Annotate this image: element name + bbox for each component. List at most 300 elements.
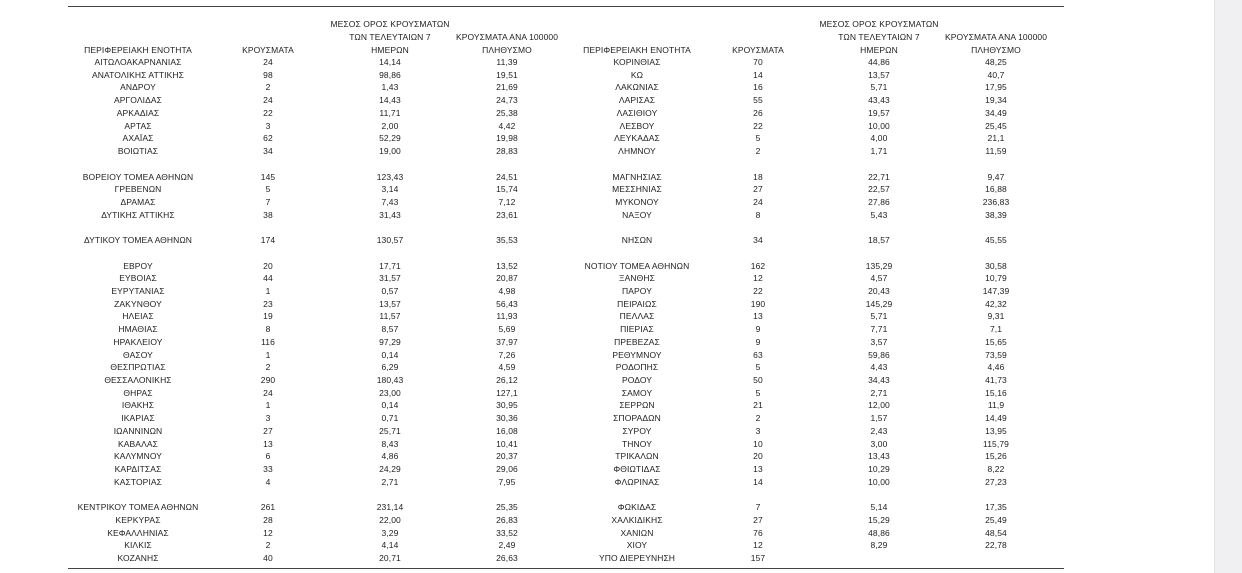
right-avg-cell: 10,29	[868, 464, 890, 474]
left-region-cell: ΕΥΒΟΙΑΣ	[119, 273, 157, 284]
left-region-cell: ΚΑΛΥΜΝΟΥ	[113, 451, 163, 462]
right-per100k-cell: 236,83	[982, 196, 1010, 207]
left-region-cell: ΗΜΑΘΙΑΣ	[118, 324, 158, 335]
left-per100k-cell: 15,74	[496, 184, 518, 195]
right-per100k-cell: 147,39	[982, 286, 1010, 296]
right-header-per100k-line1: ΚΡΟΥΣΜΑΤΑ ΑΝΑ 100000	[944, 32, 1048, 42]
left-cases-cell: 2	[265, 540, 271, 551]
right-per100k-cell: 10,79	[985, 273, 1007, 284]
right-cases-cell: 190	[750, 298, 766, 309]
right-cases-cell: 12	[753, 273, 763, 284]
right-cases-cell: 22	[753, 286, 763, 296]
left-region-cell: ΙΩΑΝΝΙΝΩΝ	[113, 425, 163, 436]
right-avg-cell: 5,71	[870, 311, 888, 322]
left-region-cell: ΚΙΛΚΙΣ	[124, 540, 152, 551]
left-region-cell: ΔΥΤΙΚΟΥ ΤΟΜΕΑ ΑΘΗΝΩΝ	[83, 235, 193, 246]
left-per100k-cell: 16,08	[496, 425, 518, 436]
right-per100k-cell: 15,16	[985, 387, 1007, 398]
right-avg-cell: 43,43	[868, 95, 890, 106]
right-per100k-cell: 45,55	[985, 235, 1007, 246]
left-cases-cell: 12	[263, 527, 273, 538]
left-region-cell: ΗΡΑΚΛΕΙΟΥ	[113, 336, 163, 347]
page-edge	[1214, 0, 1242, 573]
right-cases-cell: 16	[753, 82, 763, 93]
left-per100k-cell: 23,61	[496, 209, 518, 220]
left-cases-cell: 27	[263, 425, 273, 436]
left-avg-cell: 14,43	[379, 95, 401, 106]
right-per100k-cell: 15,65	[985, 336, 1007, 347]
right-region-cell: ΜΑΓΝΗΣΙΑΣ	[612, 171, 662, 182]
left-cases-cell: 1	[265, 349, 271, 360]
left-per100k-cell: 19,51	[496, 69, 518, 80]
left-avg-cell: 3,14	[381, 184, 399, 195]
left-header-avg-line1: ΜΕΣΟΣ ΟΡΟΣ ΚΡΟΥΣΜΑΤΩΝ	[330, 19, 450, 29]
right-cases-cell: 5	[755, 133, 761, 144]
left-per100k-cell: 7,95	[498, 476, 516, 487]
left-cases-cell: 24	[263, 95, 273, 106]
right-avg-cell: 145,29	[865, 298, 893, 309]
left-cases-cell: 33	[263, 464, 273, 474]
left-region-cell: ΗΛΕΙΑΣ	[122, 311, 154, 322]
left-region-cell: ΑΝΔΡΟΥ	[120, 82, 156, 93]
left-per100k-cell: 37,97	[496, 336, 518, 347]
right-region-cell: ΝΑΞΟΥ	[622, 209, 652, 220]
left-per100k-cell: 25,35	[496, 502, 518, 513]
right-avg-cell: 34,43	[868, 375, 890, 385]
right-per100k-cell: 21,1	[987, 133, 1005, 144]
left-cases-cell: 24	[263, 57, 273, 67]
right-region-cell: ΛΕΥΚΑΔΑΣ	[614, 133, 660, 144]
right-region-cell: ΛΗΜΝΟΥ	[618, 146, 656, 156]
right-cases-cell: 34	[753, 235, 763, 246]
left-region-cell: ΑΧΑΪΑΣ	[122, 133, 154, 144]
left-per100k-cell: 13,52	[496, 260, 518, 271]
left-header-avg-line3: ΗΜΕΡΩΝ	[371, 45, 409, 55]
right-header-per100k	[941, 32, 1051, 55]
right-avg-cell: 5,14	[870, 502, 888, 513]
right-per100k-cell: 30,58	[985, 260, 1007, 271]
right-cases-cell: 55	[753, 95, 763, 106]
left-per100k-cell: 4,59	[498, 362, 516, 373]
left-per100k-cell: 25,38	[496, 107, 518, 118]
left-avg-cell: 8,43	[381, 438, 399, 449]
left-avg-cell: 24,29	[379, 464, 401, 474]
left-region-cell: ΘΕΣΣΑΛΟΝΙΚΗΣ	[104, 375, 172, 385]
right-cases-cell: 2	[755, 413, 761, 424]
right-region-cell: ΚΟΡΙΝΘΙΑΣ	[613, 57, 661, 67]
left-avg-cell: 31,43	[379, 209, 401, 220]
right-avg-cell: 1,71	[870, 146, 888, 156]
right-region-cell: ΚΩ	[630, 69, 644, 80]
left-avg-cell: 23,00	[379, 387, 401, 398]
left-cases-cell: 4	[265, 476, 271, 487]
left-cases-cell: 2	[265, 82, 271, 93]
left-region-cell: ΒΟΡΕΙΟΥ ΤΟΜΕΑ ΑΘΗΝΩΝ	[82, 171, 194, 182]
right-region-cell: ΝΟΤΙΟΥ ΤΟΜΕΑ ΑΘΗΝΩΝ	[584, 260, 690, 271]
right-avg-cell: 22,71	[868, 171, 890, 182]
left-per100k-cell: 2,49	[498, 540, 516, 551]
right-avg-cell: 13,43	[868, 451, 890, 462]
right-per100k-cell: 42,32	[985, 298, 1007, 309]
left-per100k-cell: 20,37	[496, 451, 518, 462]
left-region-cell: ΚΟΖΑΝΗΣ	[117, 553, 159, 564]
left-per100k-cell: 28,83	[496, 146, 518, 156]
right-cases-cell: 2	[755, 146, 761, 156]
right-region-cell: ΥΠΟ ΔΙΕΡΕΥΝΗΣΗ	[598, 553, 676, 564]
left-region-cell: ΚΑΒΑΛΑΣ	[118, 438, 158, 449]
left-per100k-cell: 30,36	[496, 413, 518, 424]
right-region-cell: ΡΟΔΟΠΗΣ	[615, 362, 659, 373]
right-cases-cell: 10	[753, 438, 763, 449]
right-header-region: ΠΕΡΙΦΕΡΕΙΑΚΗ ΕΝΟΤΗΤΑ	[583, 45, 691, 55]
left-cases-cell: 34	[263, 146, 273, 156]
right-per100k-cell: 48,25	[985, 57, 1007, 67]
left-avg-cell: 20,71	[379, 553, 401, 564]
right-per100k-cell: 4,46	[987, 362, 1005, 373]
left-cases-cell: 23	[263, 298, 273, 309]
left-cases-cell: 2	[265, 362, 271, 373]
left-cases-cell: 13	[263, 438, 273, 449]
left-avg-cell: 0,14	[381, 400, 399, 411]
right-avg-cell: 15,29	[868, 514, 890, 525]
left-per100k-cell: 19,98	[496, 133, 518, 144]
right-avg-cell: 59,86	[868, 349, 890, 360]
right-avg-cell: 4,43	[870, 362, 888, 373]
left-region-cell: ΙΚΑΡΙΑΣ	[121, 413, 155, 424]
right-region-cell: ΜΕΣΣΗΝΙΑΣ	[612, 184, 662, 195]
right-cases-cell: 5	[755, 387, 761, 398]
left-cases-cell: 22	[263, 107, 273, 118]
left-region-cell: ΖΑΚΥΝΘΟΥ	[114, 298, 162, 309]
left-region-cell: ΓΡΕΒΕΝΩΝ	[114, 184, 162, 195]
right-avg-cell: 10,00	[868, 476, 890, 487]
right-region-cell: ΧΑΛΚΙΔΙΚΗΣ	[611, 514, 663, 525]
right-avg-cell: 19,57	[868, 107, 890, 118]
right-per100k-cell: 27,23	[985, 476, 1007, 487]
right-per100k-cell: 34,49	[985, 107, 1007, 118]
right-per100k-cell: 25,49	[985, 514, 1007, 525]
right-avg-cell: 2,43	[870, 425, 888, 436]
left-region-cell: ΔΡΑΜΑΣ	[120, 196, 156, 207]
left-cases-cell: 40	[263, 553, 273, 564]
left-avg-cell: 2,71	[381, 476, 399, 487]
left-cases-cell: 174	[260, 235, 276, 246]
right-per100k-cell: 41,73	[985, 375, 1007, 385]
right-cases-cell: 70	[753, 57, 763, 67]
left-avg-cell: 0,71	[381, 413, 399, 424]
right-region-cell: ΞΑΝΘΗΣ	[619, 273, 655, 284]
left-per100k-cell: 10,41	[496, 438, 518, 449]
right-cases-cell: 26	[753, 107, 763, 118]
right-per100k-cell: 73,59	[985, 349, 1007, 360]
left-region-cell: ΚΕΡΚΥΡΑΣ	[115, 514, 161, 525]
right-per100k-cell: 19,34	[985, 95, 1007, 106]
left-header-cases: ΚΡΟΥΣΜΑΤΑ	[242, 45, 294, 55]
right-avg-cell: 44,86	[868, 57, 890, 67]
right-region-cell: ΤΡΙΚΑΛΩΝ	[615, 451, 659, 462]
left-avg-cell: 14,14	[379, 57, 401, 67]
left-cases-cell: 3	[265, 413, 271, 424]
right-per100k-cell: 9,47	[987, 171, 1005, 182]
left-cases-cell: 24	[263, 387, 273, 398]
left-region-cell: ΘΗΡΑΣ	[123, 387, 153, 398]
right-region-cell: ΠΕΛΛΑΣ	[619, 311, 655, 322]
left-cases-cell: 20	[263, 260, 273, 271]
left-avg-cell: 180,43	[376, 375, 404, 385]
left-per100k-cell: 26,63	[496, 553, 518, 564]
right-per100k-cell: 38,39	[985, 209, 1007, 220]
right-avg-cell: 3,57	[870, 336, 888, 347]
left-avg-cell: 13,57	[379, 298, 401, 309]
right-avg-cell: 12,00	[868, 400, 890, 411]
left-per100k-cell: 24,51	[496, 171, 518, 182]
left-region-cell: ΚΑΣΤΟΡΙΑΣ	[113, 476, 163, 487]
right-avg-cell: 18,57	[868, 235, 890, 246]
left-cases-cell: 62	[263, 133, 273, 144]
left-avg-cell: 25,71	[379, 425, 401, 436]
left-header-per100k-line2: ΠΛΗΘΥΣΜΟ	[482, 45, 532, 55]
left-per100k-cell: 5,69	[498, 324, 516, 335]
left-header-per100k-line1: ΚΡΟΥΣΜΑΤΑ ΑΝΑ 100000	[455, 32, 559, 42]
right-per100k-cell: 11,59	[985, 146, 1007, 156]
left-avg-cell: 4,14	[381, 540, 399, 551]
right-cases-cell: 7	[755, 502, 761, 513]
right-avg-cell: 135,29	[865, 260, 893, 271]
right-per100k-cell: 17,95	[985, 82, 1007, 93]
right-header-cases: ΚΡΟΥΣΜΑΤΑ	[732, 45, 784, 55]
left-region-cell: ΔΥΤΙΚΗΣ ΑΤΤΙΚΗΣ	[101, 209, 175, 220]
left-per100k-cell: 11,93	[496, 311, 518, 322]
right-cases-cell: 27	[753, 184, 763, 195]
right-avg-cell: 48,86	[868, 527, 890, 538]
left-region-cell: ΚΕΝΤΡΙΚΟΥ ΤΟΜΕΑ ΑΘΗΝΩΝ	[77, 502, 199, 513]
left-avg-cell: 2,00	[381, 120, 399, 131]
right-region-cell: ΝΗΣΩΝ	[621, 235, 653, 246]
right-region-cell: ΜΥΚΟΝΟΥ	[615, 196, 659, 207]
right-region-cell: ΠΑΡΟΥ	[622, 286, 652, 296]
right-region-cell: ΡΕΘΥΜΝΟΥ	[612, 349, 662, 360]
right-avg-cell: 2,71	[870, 387, 888, 398]
right-avg-cell: 27,86	[868, 196, 890, 207]
left-cases-cell: 5	[265, 184, 271, 195]
right-cases-cell: 8	[755, 209, 761, 220]
right-region-cell: ΠΡΕΒΕΖΑΣ	[614, 336, 660, 347]
right-per100k-cell: 13,95	[985, 425, 1007, 436]
right-per100k-cell: 16,88	[985, 184, 1007, 195]
right-avg-cell: 1,57	[870, 413, 888, 424]
right-cases-cell: 18	[753, 171, 763, 182]
left-avg-cell: 0,57	[381, 286, 399, 296]
right-avg-cell: 4,57	[870, 273, 888, 284]
left-avg-cell: 98,86	[379, 69, 401, 80]
bottom-rule	[68, 568, 1064, 569]
right-region-cell: ΧΑΝΙΩΝ	[620, 527, 654, 538]
right-avg-cell: 8,29	[870, 540, 888, 551]
right-cases-cell: 9	[755, 324, 761, 335]
right-region-cell: ΣΠΟΡΑΔΩΝ	[613, 413, 661, 424]
right-avg-cell: 4,00	[870, 133, 888, 144]
left-region-cell: ΚΕΦΑΛΛΗΝΙΑΣ	[107, 527, 169, 538]
right-region-cell: ΦΩΚΙΔΑΣ	[617, 502, 657, 513]
right-avg-cell: 5,71	[870, 82, 888, 93]
right-cases-cell: 24	[753, 196, 763, 207]
right-header-avg-line2: ΤΩΝ ΤΕΛΕΥΤΑΙΩΝ 7	[838, 32, 920, 42]
left-per100k-cell: 29,06	[496, 464, 518, 474]
right-header-avg	[804, 19, 954, 55]
left-region-cell: ΒΟΙΩΤΙΑΣ	[117, 146, 159, 156]
left-avg-cell: 3,29	[381, 527, 399, 538]
left-per100k-cell: 26,83	[496, 514, 518, 525]
right-per100k-cell: 115,79	[983, 438, 1009, 449]
right-cases-cell: 63	[753, 349, 763, 360]
right-cases-cell: 13	[753, 311, 763, 322]
right-region-cell: ΣΥΡΟΥ	[622, 425, 652, 436]
left-per100k-cell: 30,95	[496, 400, 518, 411]
left-cases-cell: 6	[265, 451, 271, 462]
right-avg-cell: 5,43	[870, 209, 888, 220]
right-avg-cell: 7,71	[870, 324, 888, 335]
right-region-cell: ΛΑΚΩΝΙΑΣ	[615, 82, 659, 93]
left-per100k-cell: 35,53	[496, 235, 518, 246]
left-region-cell: ΙΘΑΚΗΣ	[121, 400, 155, 411]
left-cases-cell: 1	[265, 286, 271, 296]
right-region-cell: ΛΑΣΙΘΙΟΥ	[616, 107, 658, 118]
right-cases-cell: 14	[753, 69, 763, 80]
right-region-cell: ΧΙΟΥ	[626, 540, 648, 551]
right-cases-cell: 22	[753, 120, 763, 131]
left-avg-cell: 0,14	[381, 349, 399, 360]
right-region-cell: ΠΕΙΡΑΙΩΣ	[617, 298, 657, 309]
left-cases-cell: 145	[260, 171, 276, 182]
left-avg-cell: 123,43	[376, 171, 404, 182]
right-header-avg-line1: ΜΕΣΟΣ ΟΡΟΣ ΚΡΟΥΣΜΑΤΩΝ	[819, 19, 939, 29]
left-per100k-cell: 33,52	[496, 527, 518, 538]
left-cases-cell: 3	[265, 120, 271, 131]
right-region-cell: ΣΕΡΡΩΝ	[619, 400, 655, 411]
right-avg-cell: 20,43	[868, 286, 890, 296]
right-per100k-cell: 14,49	[985, 413, 1007, 424]
left-avg-cell: 7,43	[381, 196, 399, 207]
left-cases-cell: 19	[263, 311, 273, 322]
left-avg-cell: 97,29	[379, 336, 401, 347]
right-cases-cell: 50	[753, 375, 763, 385]
right-region-cell: ΡΟΔΟΥ	[621, 375, 653, 385]
right-cases-cell: 157	[750, 553, 766, 564]
left-cases-cell: 8	[265, 324, 271, 335]
left-avg-cell: 231,14	[376, 502, 404, 513]
right-cases-cell: 5	[755, 362, 761, 373]
right-header-avg-line3: ΗΜΕΡΩΝ	[860, 45, 898, 55]
right-cases-cell: 20	[753, 451, 763, 462]
left-per100k-cell: 7,26	[498, 349, 516, 360]
left-header-avg	[315, 19, 465, 55]
left-per100k-cell: 24,73	[496, 95, 518, 106]
right-per100k-cell: 7,1	[989, 324, 1003, 335]
left-region-cell: ΘΑΣΟΥ	[123, 349, 153, 360]
right-cases-cell: 21	[753, 400, 763, 411]
left-avg-cell: 11,71	[379, 107, 401, 118]
right-per100k-cell: 17,35	[985, 502, 1007, 513]
right-cases-cell: 3	[755, 425, 761, 436]
left-avg-cell: 11,57	[379, 311, 401, 322]
left-avg-cell: 130,57	[376, 235, 404, 246]
left-per100k-cell: 4,42	[498, 120, 516, 131]
right-cases-cell: 14	[753, 476, 763, 487]
right-per100k-cell: 48,54	[985, 527, 1007, 538]
left-per100k-cell: 56,43	[496, 298, 518, 309]
right-region-cell: ΣΑΜΟΥ	[621, 387, 653, 398]
left-region-cell: ΑΡΓΟΛΙΔΑΣ	[113, 95, 163, 106]
left-header-region: ΠΕΡΙΦΕΡΕΙΑΚΗ ΕΝΟΤΗΤΑ	[84, 45, 192, 55]
right-region-cell: ΛΑΡΙΣΑΣ	[618, 95, 656, 106]
top-rule	[68, 6, 1064, 7]
right-per100k-cell: 9,31	[987, 311, 1005, 322]
right-per100k-cell: 22,78	[985, 540, 1007, 551]
right-per100k-cell: 40,7	[987, 69, 1005, 80]
left-avg-cell: 31,57	[379, 273, 401, 284]
left-avg-cell: 17,71	[379, 260, 401, 271]
left-avg-cell: 22,00	[379, 514, 401, 525]
right-avg-cell: 3,00	[870, 438, 888, 449]
left-cases-cell: 7	[265, 196, 271, 207]
right-per100k-cell: 11,9	[987, 400, 1005, 411]
left-per100k-cell: 4,98	[498, 286, 516, 296]
left-per100k-cell: 127,1	[496, 387, 518, 398]
left-avg-cell: 4,86	[381, 451, 399, 462]
left-cases-cell: 44	[263, 273, 273, 284]
left-region-cell: ΚΑΡΔΙΤΣΑΣ	[114, 464, 162, 474]
right-avg-cell: 13,57	[868, 69, 890, 80]
left-cases-cell: 116	[261, 336, 275, 347]
left-per100k-cell: 26,12	[496, 375, 518, 385]
right-cases-cell: 76	[753, 527, 763, 538]
right-cases-cell: 12	[753, 540, 763, 551]
right-per100k-cell: 15,26	[985, 451, 1007, 462]
left-cases-cell: 98	[263, 69, 273, 80]
left-per100k-cell: 7,12	[498, 196, 516, 207]
left-region-cell: ΘΕΣΠΡΩΤΙΑΣ	[110, 362, 166, 373]
left-avg-cell: 1,43	[381, 82, 399, 93]
left-header-avg-line2: ΤΩΝ ΤΕΛΕΥΤΑΙΩΝ 7	[349, 32, 431, 42]
right-cases-cell: 9	[755, 336, 761, 347]
right-cases-cell: 13	[753, 464, 763, 474]
right-region-cell: ΤΗΝΟΥ	[622, 438, 652, 449]
left-region-cell: ΑΡΚΑΔΙΑΣ	[116, 107, 160, 118]
right-avg-cell: 10,00	[868, 120, 890, 131]
right-region-cell: ΛΕΣΒΟΥ	[619, 120, 655, 131]
left-region-cell: ΕΥΡΥΤΑΝΙΑΣ	[111, 286, 165, 296]
left-header-per100k	[452, 32, 562, 55]
left-cases-cell: 28	[263, 514, 273, 525]
left-region-cell: ΕΒΡΟΥ	[123, 260, 153, 271]
right-per100k-cell: 25,45	[985, 120, 1007, 131]
right-per100k-cell: 8,22	[987, 464, 1005, 474]
right-region-cell: ΦΘΙΩΤΙΔΑΣ	[613, 464, 661, 474]
left-region-cell: ΑΡΤΑΣ	[124, 120, 152, 131]
left-avg-cell: 8,57	[381, 324, 399, 335]
left-region-cell: ΑΙΤΩΛΟΑΚΑΡΝΑΝΙΑΣ	[94, 57, 182, 67]
right-region-cell: ΦΛΩΡΙΝΑΣ	[614, 476, 660, 487]
left-cases-cell: 290	[260, 375, 276, 385]
right-region-cell: ΠΙΕΡΙΑΣ	[620, 324, 654, 335]
left-cases-cell: 1	[265, 400, 271, 411]
right-cases-cell: 162	[750, 260, 766, 271]
right-header-per100k-line2: ΠΛΗΘΥΣΜΟ	[971, 45, 1021, 55]
left-cases-cell: 38	[263, 209, 273, 220]
right-cases-cell: 27	[753, 514, 763, 525]
left-per100k-cell: 11,39	[496, 57, 518, 67]
left-avg-cell: 52,29	[379, 133, 401, 144]
